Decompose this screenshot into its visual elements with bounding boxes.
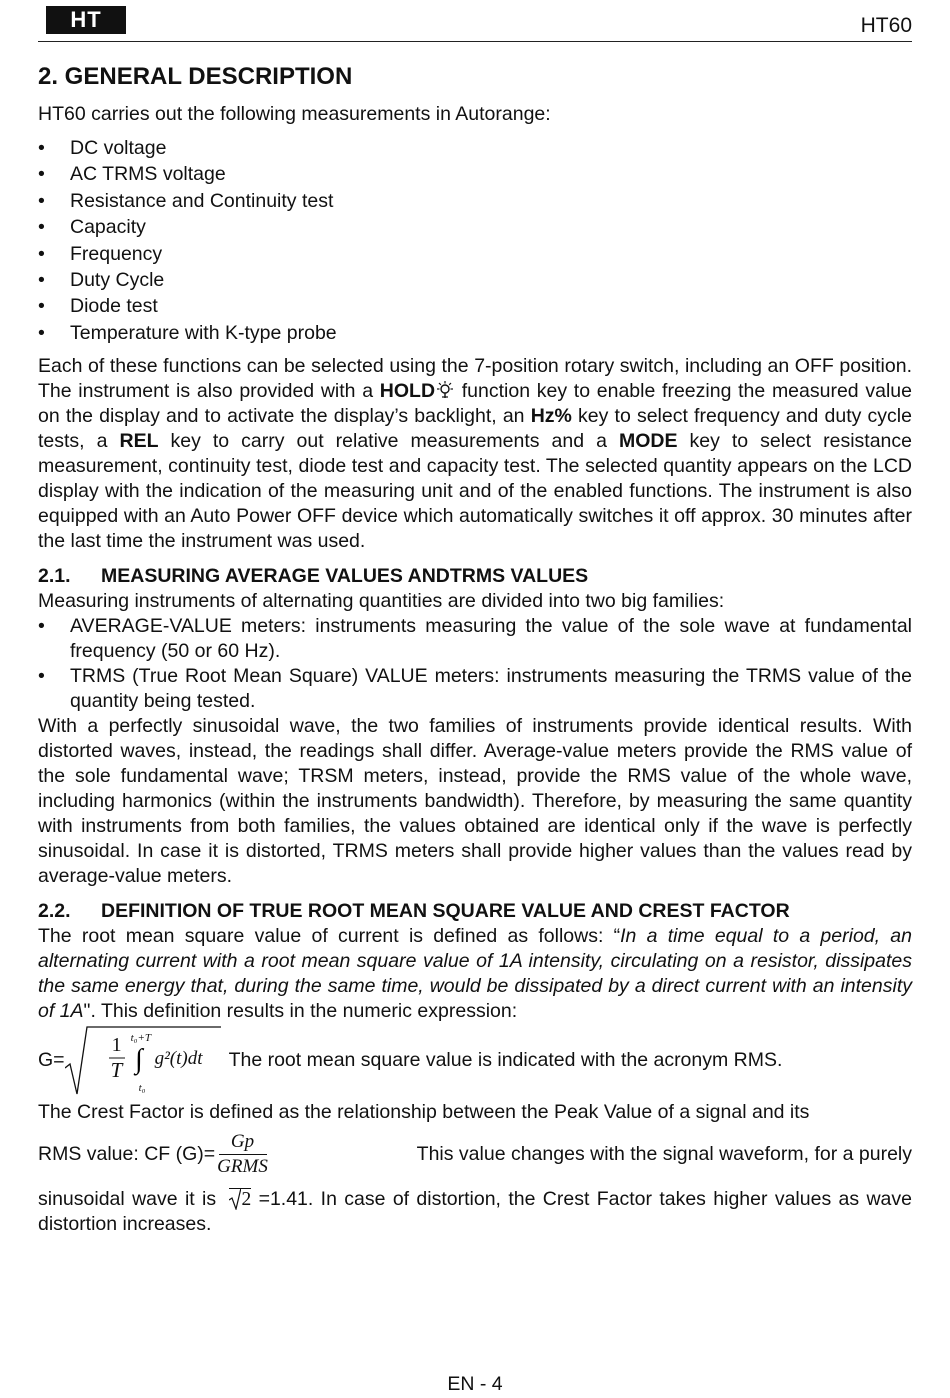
- svg-text:∫: ∫: [134, 1044, 143, 1076]
- families-list: [38, 614, 912, 714]
- list-item: • Frequency: [38, 241, 912, 267]
- list-item: • Duty Cycle: [38, 267, 912, 293]
- list-item: • AC TRMS voltage: [38, 161, 912, 187]
- backlight-bulb-icon: [435, 381, 455, 399]
- sqrt2-symbol: 2: [229, 1188, 251, 1210]
- sine-paragraph: sinusoidal wave it is 2 =1.41. In case of distortion, the Crest Factor takes higher values as wave distortion increases.: [38, 1188, 913, 1236]
- page-content: [38, 60, 912, 1237]
- families-intro: Measuring instruments of alternating quantities are divided into two big families:: [38, 590, 725, 613]
- functions-paragraph: Each of these functions can be selected using the 7-position rotary switch, including an OFF position. The instrument is also provided with a HOLD function key to enable freezing the measured value on the display and to activate the display’s backlight, an Hz% key to select frequency and duty cycle tests, a REL key to carry out relative measurements and a MODE key to select resistance measurement, continuity test, diode test and capacity test. The selected quantity appears on the LCD display with the indication of the measuring unit and of the enabled functions. The instrument is also equipped with an Auto Power OFF device which automatically switches it off approx. 30 minutes after the last time the instrument was used.: [38, 355, 913, 553]
- page-number: EN - 4: [447, 1373, 503, 1395]
- list-item: • AVERAGE-VALUE meters: instruments measuring the value of the sole wave at fundamental frequency (50 or 60 Hz).: [38, 614, 912, 664]
- crest-fraction: Gp GRMS: [217, 1130, 268, 1177]
- model-name: HT60: [860, 14, 912, 37]
- section-title: 2. GENERAL DESCRIPTION: [38, 63, 353, 90]
- list-item: • Resistance and Continuity test: [38, 188, 912, 214]
- ht-logo: HT: [46, 6, 126, 34]
- subsection-2-1-heading: 2.1. MEASURING AVERAGE VALUES ANDTRMS VALUES: [38, 565, 589, 588]
- crest-factor-line: The Crest Factor is defined as the relationship between the Peak Value of a signal and its: [38, 1101, 810, 1124]
- list-item: • Diode test: [38, 293, 912, 319]
- rms-formula: ∫ 1 T t₀+T t₀ g²(t)dt: [65, 1024, 223, 1096]
- section-intro: HT60 carries out the following measurements in Autorange:: [38, 103, 551, 125]
- crest-formula-line: [38, 1125, 912, 1183]
- header-rule: [38, 41, 912, 42]
- rms-definition-paragraph: The root mean square value of current is defined as follows: “In a time equal to a period, an alternating current with a root mean square value of 1A intensity, circulating on a resistor, dissipates the same energy that, during the same time, would be dissipated by a direct current with an intensity of 1A". This definition results in the numeric expression:: [38, 925, 912, 1023]
- list-item: • Capacity: [38, 214, 912, 240]
- subsection-2-2-heading: 2.2. DEFINITION OF TRUE ROOT MEAN SQUARE VALUE AND CREST FACTOR: [38, 900, 790, 923]
- equation-note: The root mean square value is indicated with the acronym RMS.: [228, 1048, 783, 1071]
- sqrt-icon: [229, 1188, 241, 1210]
- crest-lhs: RMS value: CF (G)=: [38, 1142, 216, 1165]
- crest-rhs: This value changes with the signal waveform, for a purely: [416, 1142, 912, 1165]
- measurement-list: [38, 135, 912, 346]
- trms-paragraph: With a perfectly sinusoidal wave, the two families of instruments provide identical results. With distorted waves, instead, the readings shall differ. Average-value meters provide the RMS value of the sole fundamental wave; TRSM meters, instead, provide the RMS value of the whole wave, including harmonics (within the instruments bandwidth). Therefore, by measuring the same quantity with instruments from both families, the values obtained are identical only if the wave is perfectly sinusoidal. In case it is distorted, TRMS meters shall provide higher values than the values read by average-value meters.: [38, 715, 912, 888]
- list-item: • Temperature with K-type probe: [38, 320, 912, 346]
- rms-equation-line: [38, 1024, 912, 1096]
- list-item: • DC voltage: [38, 135, 912, 161]
- list-item: • TRMS (True Root Mean Square) VALUE meters: instruments measuring the TRMS value of the quantity being tested.: [38, 664, 912, 714]
- equation-lhs: G=: [38, 1048, 65, 1071]
